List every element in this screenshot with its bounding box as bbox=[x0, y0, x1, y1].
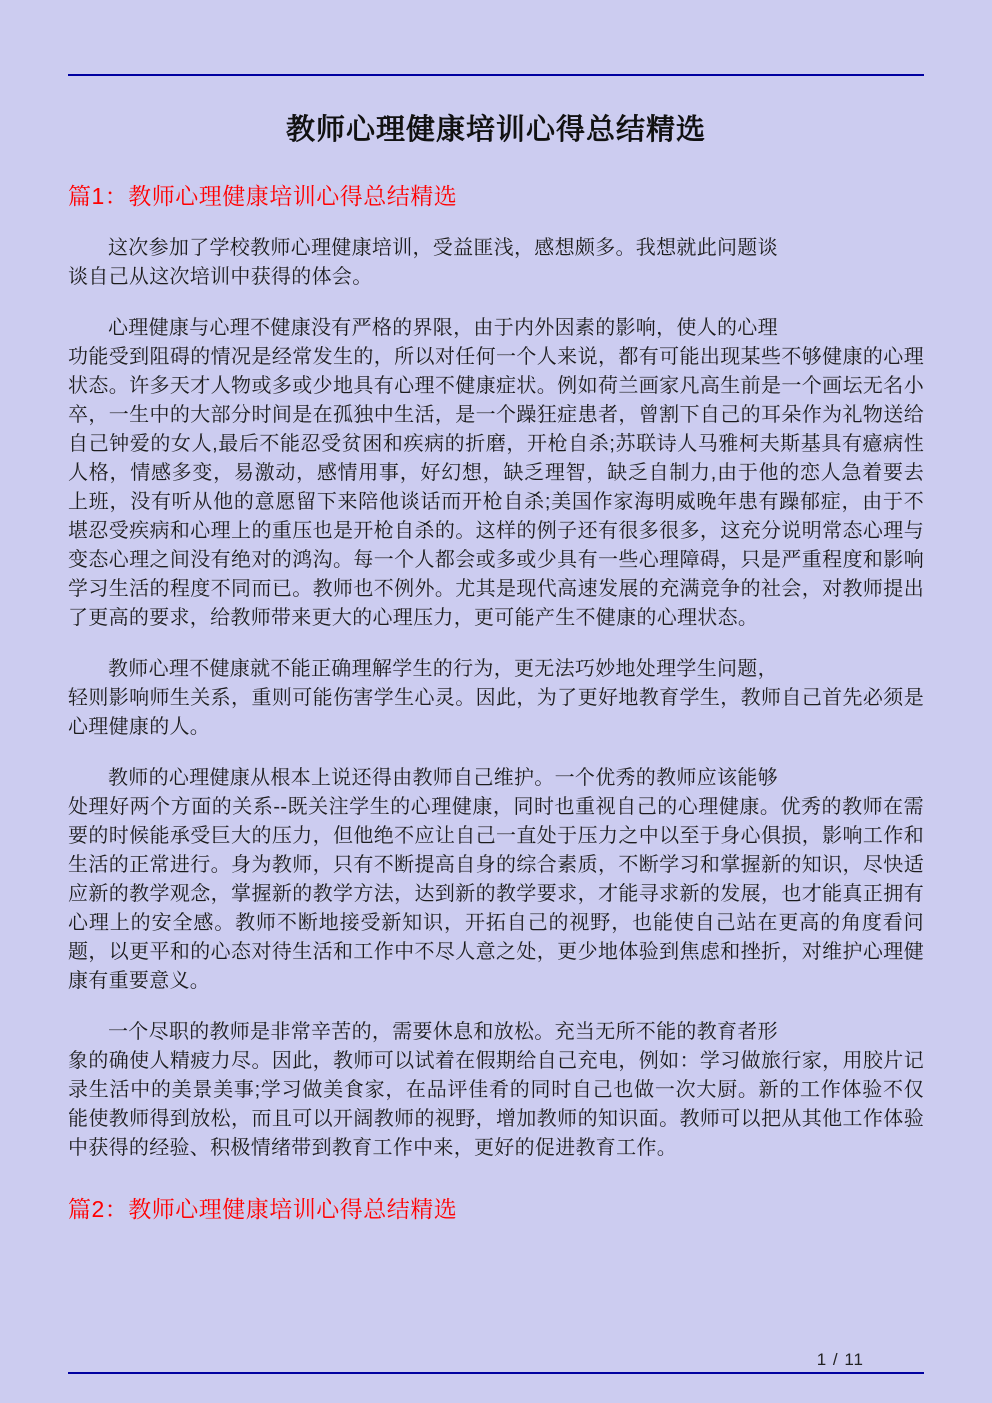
paragraph-body: 轻则影响师生关系，重则可能伤害学生心灵。因此，为了更好地教育学生，教师自己首先必须是心理健康的人。 bbox=[68, 687, 924, 738]
footer-rule bbox=[68, 1372, 924, 1374]
paragraph bbox=[68, 314, 924, 633]
page-number: 1 / 11 bbox=[816, 1350, 864, 1369]
paragraph-body: 谈自己从这次培训中获得的体会。 bbox=[68, 266, 373, 288]
paragraph bbox=[68, 764, 924, 996]
paragraph-body: 处理好两个方面的关系--既关注学生的心理健康，同时也重视自己的心理健康。优秀的教师在需要的时候能承受巨大的压力，但他绝不应让自己一直处于压力之中以至于身心俱损，影响工作和生活的正常进行。身为教师，只有不断提高自身的综合素质，不断学习和掌握新的知识，尽快适应新的教学观念，掌握新的教学方法，达到新的教学要求，才能寻求新的发展，也才能真正拥有心理上的安全感。教师不断地接受新知识，开拓自己的视野，也能使自己站在更高的角度看问题，以更平和的心态对待生活和工作中不尽人意之处，更少地体验到焦虑和挫折，对维护心理健康有重要意义。 bbox=[68, 796, 924, 992]
paragraph-first-line: 这次参加了学校教师心理健康培训，受益匪浅，感想颇多。我想就此问题谈 bbox=[108, 237, 778, 259]
paragraph-body: 象的确使人精疲力尽。因此，教师可以试着在假期给自己充电，例如：学习做旅行家，用胶片记录生活中的美景美事;学习做美食家，在品评佳肴的同时自己也做一次大厨。新的工作体验不仅能使教师得到放松，而且可以开阔教师的视野，增加教师的知识面。教师可以把从其他工作体验中获得的经验、积极情绪带到教育工作中来，更好的促进教育工作。 bbox=[68, 1050, 924, 1159]
paragraph-first-line: 心理健康与心理不健康没有严格的界限，由于内外因素的影响，使人的心理 bbox=[108, 317, 778, 339]
paragraph-first-line: 教师的心理健康从根本上说还得由教师自己维护。一个优秀的教师应该能够 bbox=[108, 767, 778, 789]
paragraph-first-line: 教师心理不健康就不能正确理解学生的行为，更无法巧妙地处理学生问题， bbox=[108, 658, 778, 680]
paragraph-first-line: 一个尽职的教师是非常辛苦的，需要休息和放松。充当无所不能的教育者形 bbox=[108, 1021, 778, 1043]
document-title: 教师心理健康培训心得总结精选 bbox=[285, 114, 706, 146]
paragraph-body: 功能受到阻碍的情况是经常发生的，所以对任何一个人来说，都有可能出现某些不够健康的心理状态。许多天才人物或多或少地具有心理不健康症状。例如荷兰画家凡高生前是一个画坛无名小卒，一生中的大部分时间是在孤独中生活，是一个躁狂症患者，曾割下自己的耳朵作为礼物送给自己钟爱的女人,最后不能忍受贫困和疾病的折磨，开枪自杀;苏联诗人马雅柯夫斯基具有癔病性人格，情感多变，易激动，感情用事，好幻想，缺乏理智，缺乏自制力,由于他的恋人急着要去上班，没有听从他的意愿留下来陪他谈话而开枪自杀;美国作家海明威晚年患有躁郁症，由于不堪忍受疾病和心理上的重压也是开枪自杀的。这样的例子还有很多很多，这充分说明常态心理与变态心理之间没有绝对的鸿沟。每一个人都会或多或少具有一些心理障碍，只是严重程度和影响学习生活的程度不同而已。教师也不例外。尤其是现代高速发展的充满竞争的社会，对教师提出了更高的要求，给教师带来更大的心理压力，更可能产生不健康的心理状态。 bbox=[68, 346, 924, 629]
paragraph bbox=[68, 1018, 924, 1163]
paragraph bbox=[68, 234, 924, 292]
paragraph bbox=[68, 655, 924, 742]
document-content bbox=[68, 76, 924, 1241]
section-2-heading: 篇2：教师心理健康培训心得总结精选 bbox=[68, 1196, 458, 1222]
section-1-heading: 篇1：教师心理健康培训心得总结精选 bbox=[68, 183, 458, 209]
